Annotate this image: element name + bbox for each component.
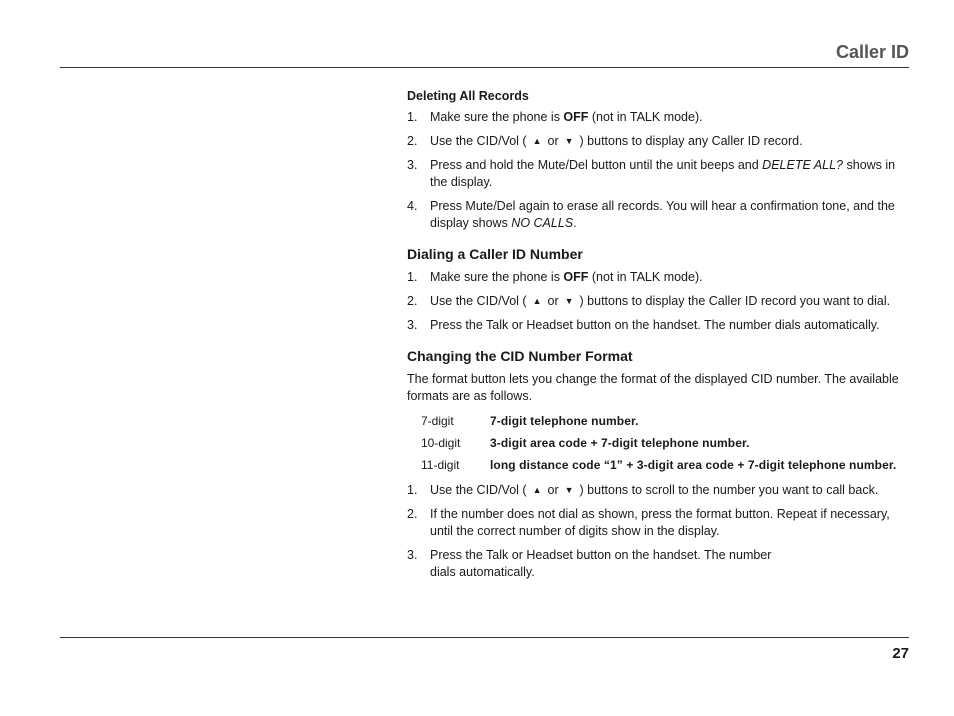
off-keyword: OFF [563, 270, 589, 284]
format-steps-list [407, 482, 907, 581]
list-item [407, 133, 907, 150]
step-text: (not in TALK mode). [588, 110, 703, 124]
up-arrow-icon: ▲ [532, 136, 542, 146]
step-text: If the number does not dial as shown, press the format button. Repeat if necessary, until the correct number of digits show in the display. [430, 507, 890, 538]
step-text: Press the Talk or Headset button on the handset. The number dials automatically. [430, 318, 880, 332]
section-heading-dialing: Dialing a Caller ID Number [407, 246, 583, 262]
display-message: DELETE ALL? [762, 158, 844, 172]
main-content [407, 88, 907, 588]
format-description: 7-digit telephone number. [490, 413, 639, 428]
step-text: ) buttons to display any Caller ID record. [579, 134, 803, 148]
off-keyword: OFF [563, 110, 589, 124]
format-row [421, 432, 907, 454]
step-number: 3. [407, 548, 418, 562]
section-heading-format: Changing the CID Number Format [407, 348, 633, 364]
header-divider [60, 67, 909, 68]
list-item [407, 482, 907, 499]
list-item [407, 198, 907, 232]
step-text: shows in the display. [430, 158, 896, 189]
dialing-steps-list [407, 269, 907, 334]
format-row [421, 410, 907, 432]
step-number: 1. [407, 270, 418, 284]
up-arrow-icon: ▲ [532, 485, 542, 495]
format-code: 7-digit [421, 413, 454, 428]
list-item [407, 293, 907, 310]
step-text: Make sure the phone is [430, 110, 564, 124]
step-text: ) buttons to display the Caller ID record you want to dial. [579, 294, 891, 308]
list-item [407, 506, 907, 540]
format-description: long distance code “1” + 3-digit area code + 7-digit telephone number. [490, 457, 897, 472]
step-text: or [547, 134, 559, 148]
step-text: (not in TALK mode). [588, 270, 703, 284]
display-message: NO CALLS [511, 216, 574, 230]
step-text: Use the CID/Vol ( [430, 134, 527, 148]
step-number: 2. [407, 294, 418, 308]
step-text: ) buttons to scroll to the number you want to call back. [579, 483, 879, 497]
list-item [407, 547, 907, 581]
format-row [421, 454, 907, 476]
down-arrow-icon: ▼ [564, 485, 574, 495]
list-item [407, 109, 907, 126]
down-arrow-icon: ▼ [564, 296, 574, 306]
format-intro: The format button lets you change the format of the displayed CID number. The available formats are as follows. [407, 372, 899, 403]
step-text: Press and hold the Mute/Del button until the unit beeps and [430, 158, 763, 172]
list-item [407, 269, 907, 286]
format-description: 3-digit area code + 7-digit telephone number. [490, 435, 750, 450]
step-number: 2. [407, 507, 418, 521]
step-number: 1. [407, 483, 418, 497]
format-code: 10-digit [421, 435, 461, 450]
step-number: 1. [407, 110, 418, 124]
footer-divider [60, 637, 909, 638]
deleting-steps-list [407, 109, 907, 232]
step-number: 3. [407, 158, 418, 172]
format-code: 11-digit [421, 457, 460, 472]
page-header-title: Caller ID [835, 42, 909, 62]
step-text: or [547, 483, 559, 497]
step-text: or [547, 294, 559, 308]
list-item [407, 317, 907, 334]
step-text: Press the Talk or Headset button on the handset. The number [430, 548, 772, 562]
step-text: dials automatically. [430, 565, 535, 579]
page-number: 27 [892, 645, 909, 662]
step-number: 4. [407, 199, 418, 213]
up-arrow-icon: ▲ [532, 296, 542, 306]
step-text: Press Mute/Del again to erase all records. You will hear a confirmation tone, and the display shows [430, 199, 895, 230]
step-number: 3. [407, 318, 418, 332]
section-heading-deleting: Deleting All Records [407, 89, 529, 103]
step-text: Make sure the phone is [430, 270, 564, 284]
step-number: 2. [407, 134, 418, 148]
down-arrow-icon: ▼ [564, 136, 574, 146]
list-item [407, 157, 907, 191]
step-text: Use the CID/Vol ( [430, 483, 527, 497]
step-text: Use the CID/Vol ( [430, 294, 527, 308]
format-table [421, 410, 907, 476]
step-text: . [573, 216, 577, 230]
